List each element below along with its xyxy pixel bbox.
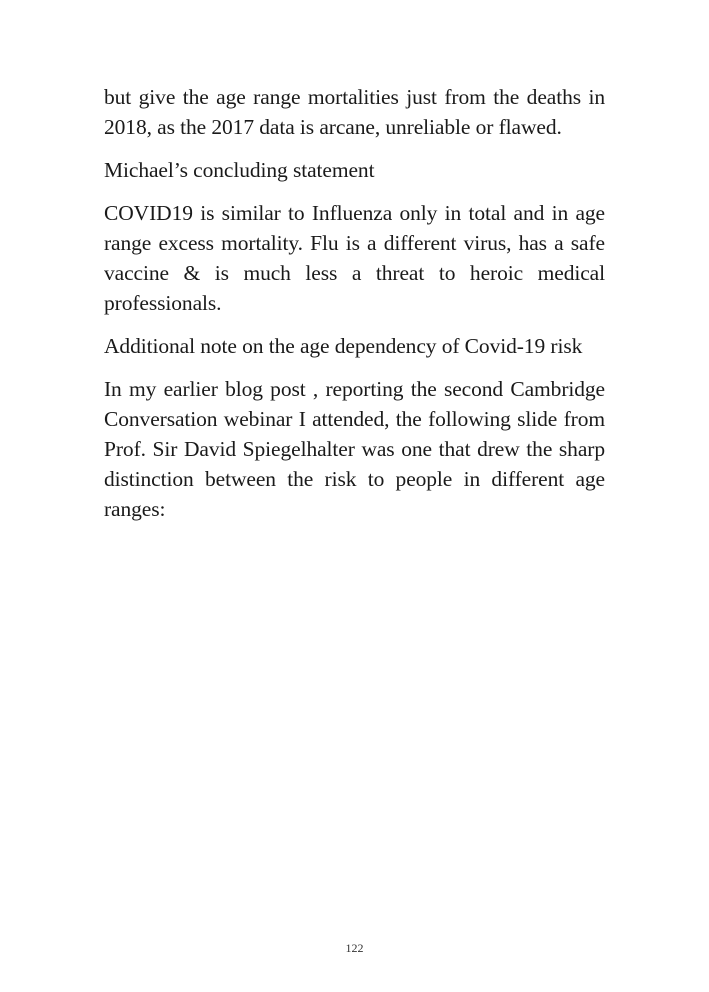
paragraph-blog-post-reference: In my earlier blog post , reporting the second Cambridge Conversation webinar I attended, the following slide from Prof. Sir David Spiegelhalter was one that drew the sharp distinction between the risk to people in different age ranges: bbox=[104, 377, 605, 521]
section-heading-concluding-statement: Michael’s concluding statement bbox=[104, 158, 375, 182]
paragraph-continuation: but give the age range mortalities just from the deaths in 2018, as the 2017 data is arcane, unreliable or flawed. bbox=[104, 85, 605, 139]
section-heading-age-dependency: Additional note on the age dependency of Covid-19 risk bbox=[104, 334, 583, 358]
paragraph-covid-flu-comparison: COVID19 is similar to Influenza only in total and in age range excess mortality. Flu is a different virus, has a safe vaccine & is much less a threat to heroic medical professionals. bbox=[104, 201, 605, 315]
page-number: 122 bbox=[345, 941, 364, 955]
body-text bbox=[104, 82, 605, 537]
